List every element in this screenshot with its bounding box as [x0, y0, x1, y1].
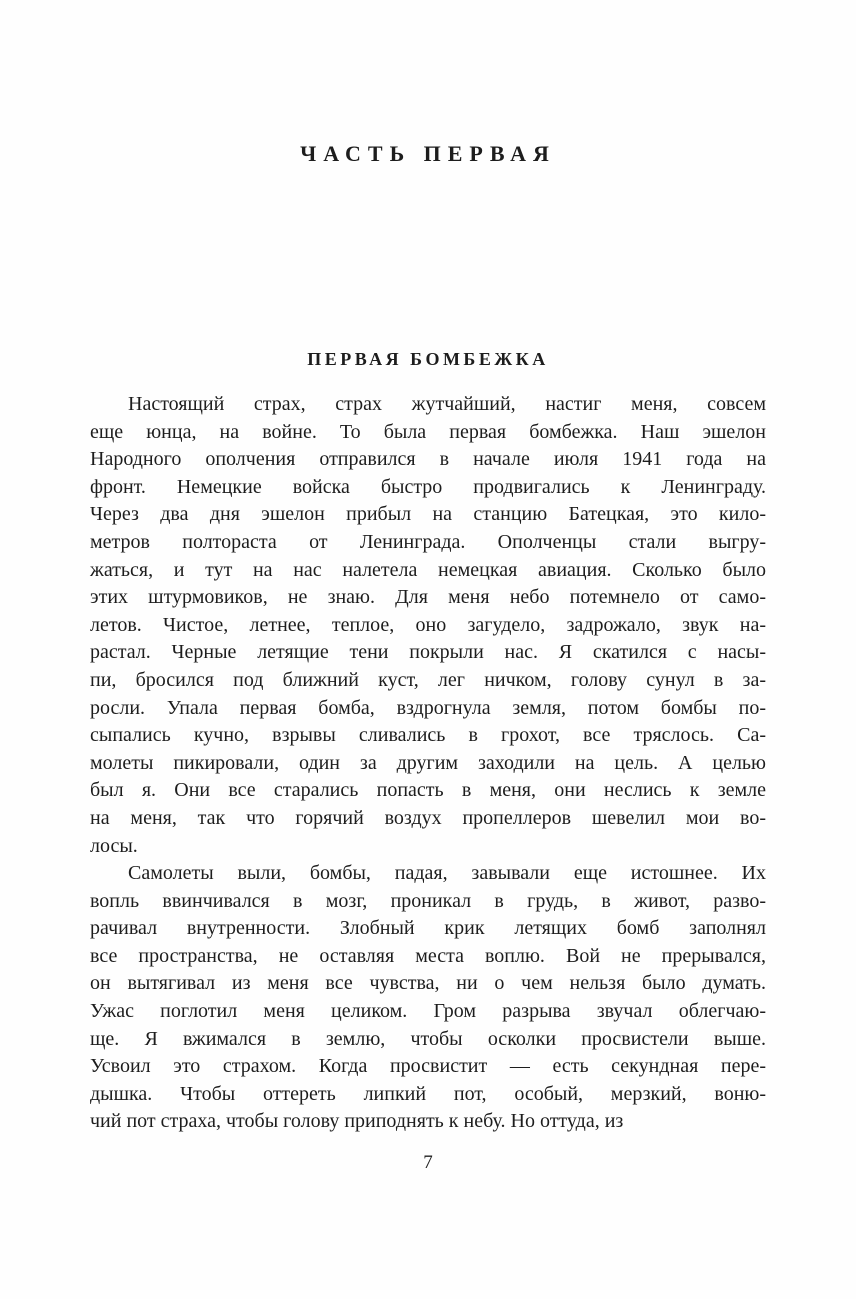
- text-line: Усвоил это страхом. Когда просвистит — есть секундная пере-: [90, 1055, 766, 1078]
- text-line: растал. Черные летящие тени покрыли нас. Я скатился с насы-: [90, 641, 766, 664]
- paragraph: [90, 860, 766, 1136]
- text-line: Ужас поглотил меня целиком. Гром разрыва звучал облегчаю-: [90, 1000, 766, 1023]
- text-line: фронт. Немецкие войска быстро продвигались к Ленинграду.: [90, 475, 766, 498]
- text-line: он вытягивал из меня все чувства, ни о чем нельзя было думать.: [90, 972, 766, 995]
- text-line: жаться, и тут на нас налетела немецкая авиация. Сколько было: [90, 558, 766, 581]
- part-title: ЧАСТЬ ПЕРВАЯ: [300, 141, 556, 166]
- text-line: на меня, так что горячий воздух пропеллеров шевелил мои во-: [90, 806, 766, 829]
- page-number: 7: [423, 1152, 433, 1173]
- text-line: ще. Я вжимался в землю, чтобы осколки просвистели выше.: [90, 1027, 766, 1050]
- chapter-title: ПЕРВАЯ БОМБЕЖКА: [307, 349, 549, 369]
- text-line: чий пот страха, чтобы голову приподнять к небу. Но оттуда, из: [90, 1110, 624, 1133]
- text-line: еще юнца, на войне. То была первая бомбежка. Наш эшелон: [90, 420, 766, 443]
- text-line: метров полтораста от Ленинграда. Ополченцы стали выгру-: [90, 530, 766, 553]
- text-line: молеты пикировали, один за другим заходили на цель. А целью: [90, 751, 766, 774]
- paragraph: [90, 391, 766, 860]
- text-line: этих штурмовиков, не знаю. Для меня небо потемнело от само-: [90, 586, 766, 609]
- text-line: дышка. Чтобы оттереть липкий пот, особый, мерзкий, воню-: [90, 1082, 766, 1105]
- body-text: [90, 391, 766, 1136]
- text-line: Настоящий страх, страх жутчайший, настиг меня, совсем: [128, 393, 766, 415]
- text-line: летов. Чистое, летнее, теплое, оно загудело, задрожало, звук на-: [90, 613, 766, 636]
- text-line: Самолеты выли, бомбы, падая, завывали еще истошнее. Их: [128, 862, 766, 885]
- text-line: пи, бросился под ближний куст, лег ничком, голову сунул в за-: [90, 668, 766, 691]
- text-line: росли. Упала первая бомба, вздрогнула земля, потом бомбы по-: [90, 696, 766, 719]
- text-line: рачивал внутренности. Злобный крик летящих бомб заполнял: [90, 917, 766, 940]
- text-line: был я. Они все старались попасть в меня, они неслись к земле: [90, 779, 766, 802]
- text-line: вопль ввинчивался в мозг, проникал в грудь, в живот, разво-: [90, 889, 766, 912]
- text-line: все пространства, не оставляя места воплю. Вой не прерывался,: [90, 944, 766, 967]
- text-line: Через два дня эшелон прибыл на станцию Батецкая, это кило-: [90, 503, 766, 526]
- text-line: Народного ополчения отправился в начале июля 1941 года на: [90, 448, 766, 471]
- text-line: сыпались кучно, взрывы сливались в грохот, все тряслось. Са-: [90, 724, 766, 747]
- text-line: лосы.: [90, 834, 138, 857]
